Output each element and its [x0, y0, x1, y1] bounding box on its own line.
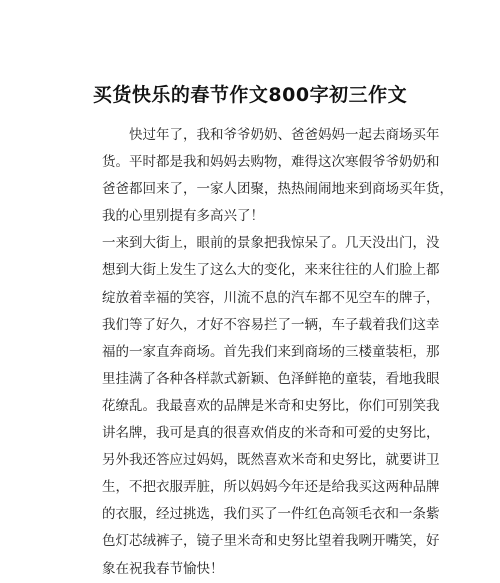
body-line: 里 挂 满 了 各 种 各 样 款 式 新 颖 、 色 泽 鲜 艳 的 童 装 ， 看 地 我 眼	[102, 370, 440, 387]
body-line: 色 灯 芯 绒 裤 子 ， 镜 子 里 米 奇 和 史 努 比 望 着 我 咧 开 嘴 笑 ， 好	[102, 533, 440, 550]
body-line: 的 衣 服 ， 经 过 挑 选 ， 我 们 买 了 一 件 红 色 高 领 毛 衣 和 一 条 紫	[102, 506, 440, 523]
body-line: 绽 放 着 幸 福 的 笑 容 ， 川 流 不 息 的 汽 车 都 不 见 空 车 的 牌 子 ，	[102, 289, 440, 306]
body-line: 一 来 到 大 街 上 ， 眼 前 的 景 象 把 我 惊 呆 了 。 几 天 没 出 门 ， 没	[102, 235, 440, 252]
body-line: 象在祝我春节愉快！	[102, 560, 224, 577]
body-line: 货 。 平 时 都 是 我 和 妈 妈 去 购 物 ， 难 得 这 次 寒 假 爷 爷 奶 奶 和	[102, 154, 440, 171]
body-line: 讲 名 牌 ， 我 可 是 真 的 很 喜 欢 俏 皮 的 米 奇 和 可 爱 的 史 努 比 ，	[102, 425, 440, 442]
body-line: 想 到 大 街 上 发 生 了 这 么 大 的 变 化 ， 来 来 往 往 的 人 们 脸 上 都	[102, 262, 440, 279]
body-line: 爸 爸 都 回 来 了 ， 一 家 人 团 聚 ， 热 热 闹 闹 地 来 到 商 场 买 年 货 ，	[102, 181, 453, 198]
body-line: 福 的 一 家 直 奔 商 场 。 首 先 我 们 来 到 商 场 的 三 楼 童 装 柜 ， 那	[102, 343, 440, 360]
document-body	[102, 122, 453, 583]
body-line: 我的心里别提有多高兴了！	[102, 208, 264, 225]
document-title: 买货快乐的春节作文800字初三作文	[92, 84, 408, 106]
body-line: 我 们 等 了 好 久 ， 才 好 不 容 易 拦 了 一 辆 ， 车 子 载 着 我 们 这 幸	[102, 316, 440, 333]
body-line: 生 ， 不 把 衣 服 弄 脏 ， 所 以 妈 妈 今 年 还 是 给 我 买 这 两 种 品 牌	[102, 479, 440, 496]
body-line: 另 外 我 还 答 应 过 妈 妈 ， 既 然 喜 欢 米 奇 和 史 努 比 ， 就 要 讲 卫	[102, 452, 440, 469]
body-line: 快 过 年 了 ， 我 和 爷 爷 奶 奶 、 爸 爸 妈 妈 一 起 去 商 场 买 年	[129, 127, 440, 143]
body-line: 花 缭 乱 。 我 最 喜 欢 的 品 牌 是 米 奇 和 史 努 比 ， 你 们 可 别 笑 我	[102, 397, 440, 414]
